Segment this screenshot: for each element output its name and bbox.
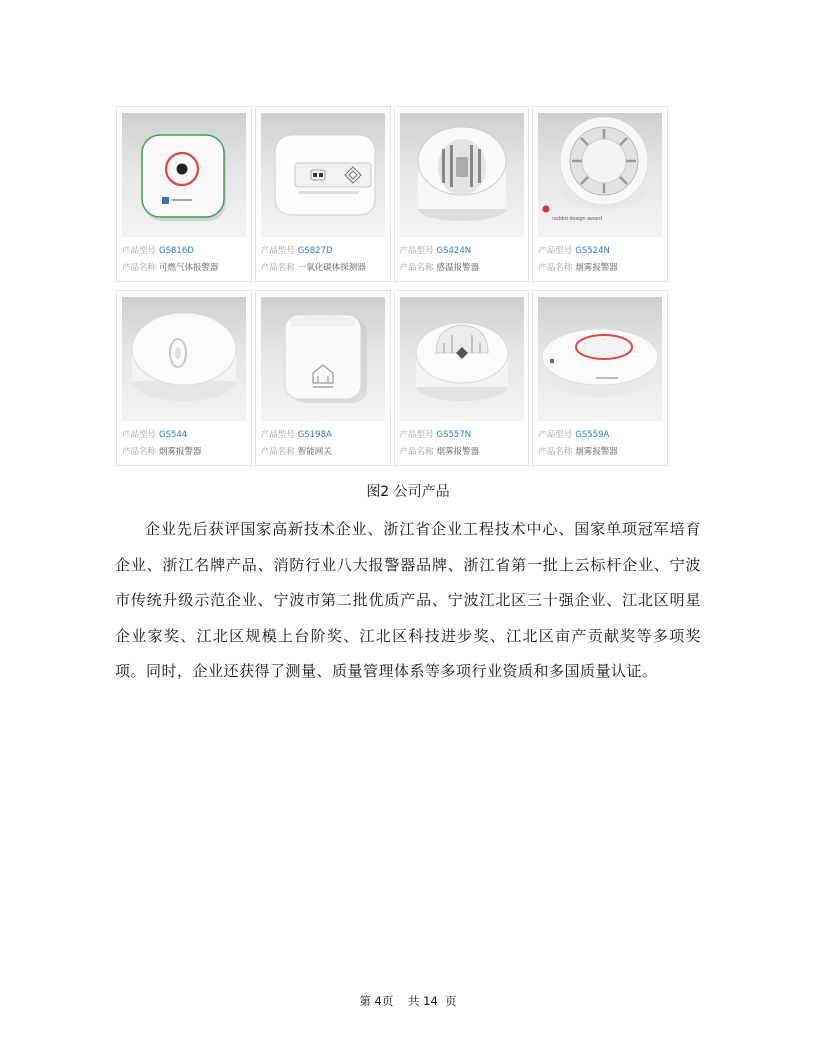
co-detector-icon (261, 113, 385, 237)
product-card[interactable] (255, 106, 391, 282)
product-name: 感温报警器 (436, 263, 480, 273)
name-label: 产品名称 (538, 447, 573, 457)
product-image (122, 297, 246, 421)
heat-detector-icon (400, 113, 524, 237)
smoke-detector-icon (538, 297, 662, 421)
model-number[interactable]: GS198A (297, 430, 332, 440)
product-image (400, 297, 524, 421)
model-number[interactable]: GS559A (575, 430, 610, 440)
body-paragraph: 企业先后获评国家高新技术企业、浙江省企业工程技术中心、国家单项冠军培育企业、浙江名牌产品、消防行业八大报警器品牌、浙江省第一批上云标杆企业、宁波市传统升级示范企业、宁波市第二批优质产品、宁波江北区三十强企业、江北区明星企业家奖、江北区规模上台阶奖、江北区科技进步奖、江北区亩产贡献奖等多项奖项。同时，企业还获得了测量、质量管理体系等多项行业资质和多国质量认证。 (115, 520, 701, 680)
model-number[interactable]: GS544 (159, 430, 188, 440)
name-label: 产品名称 (399, 447, 434, 457)
model-number[interactable]: GS424N (436, 246, 472, 256)
name-label: 产品名称 (260, 447, 295, 457)
model-label: 产品型号 (260, 246, 295, 256)
smoke-detector-icon (400, 297, 524, 421)
product-row (116, 106, 668, 282)
product-image (122, 113, 246, 237)
product-card[interactable] (532, 106, 668, 282)
product-grid (116, 106, 668, 466)
product-card[interactable] (255, 290, 391, 466)
product-card[interactable] (116, 106, 252, 282)
model-label: 产品型号 (399, 430, 434, 440)
model-label: 产品型号 (538, 246, 573, 256)
model-number[interactable]: GS827D (297, 246, 333, 256)
model-label: 产品型号 (399, 246, 434, 256)
total-prefix: 共 (408, 994, 420, 1008)
name-label: 产品名称 (538, 263, 573, 273)
product-info (400, 427, 480, 461)
product-name: 烟雾报警器 (436, 447, 480, 457)
page-number: 4 (374, 994, 382, 1008)
product-name: 一氧化碳体探测器 (297, 263, 366, 273)
gateway-icon (261, 297, 385, 421)
page-suffix: 页 (381, 994, 394, 1008)
product-card[interactable] (394, 106, 530, 282)
model-number[interactable]: GS816D (159, 246, 194, 256)
page-prefix: 第 (359, 994, 371, 1008)
name-label: 产品名称 (260, 263, 295, 273)
award-badge: reddot design award (552, 216, 603, 222)
product-name: 烟雾报警器 (159, 447, 202, 457)
model-label: 产品型号 (122, 430, 157, 440)
product-info (261, 243, 366, 277)
product-image (538, 113, 662, 237)
model-number[interactable]: GS524N (575, 246, 610, 256)
product-card[interactable] (532, 290, 668, 466)
product-name: 智能网关 (297, 447, 332, 457)
product-info (261, 427, 332, 461)
model-label: 产品型号 (260, 430, 295, 440)
product-name: 烟雾报警器 (575, 263, 618, 273)
product-info (122, 427, 202, 461)
product-info (122, 243, 219, 277)
product-row (116, 290, 668, 466)
page-footer (0, 993, 816, 1009)
gas-detector-icon (122, 113, 246, 237)
product-image (400, 113, 524, 237)
smoke-detector-icon (122, 297, 246, 421)
name-label: 产品名称 (122, 263, 157, 273)
figure-caption: 图2 公司产品 (366, 484, 450, 500)
product-info (538, 427, 618, 461)
product-info (538, 243, 618, 277)
model-number[interactable]: GS557N (436, 430, 472, 440)
total-pages: 14 (423, 994, 438, 1008)
model-label: 产品型号 (122, 246, 157, 256)
model-label: 产品型号 (538, 430, 573, 440)
product-image (261, 297, 385, 421)
product-card[interactable] (116, 290, 252, 466)
product-name: 可燃气体报警器 (159, 263, 219, 273)
product-name: 烟雾报警器 (575, 447, 618, 457)
name-label: 产品名称 (399, 263, 434, 273)
total-suffix: 页 (445, 994, 457, 1008)
product-card[interactable] (394, 290, 530, 466)
product-info (400, 243, 480, 277)
name-label: 产品名称 (122, 447, 157, 457)
product-image (538, 297, 662, 421)
product-image (261, 113, 385, 237)
